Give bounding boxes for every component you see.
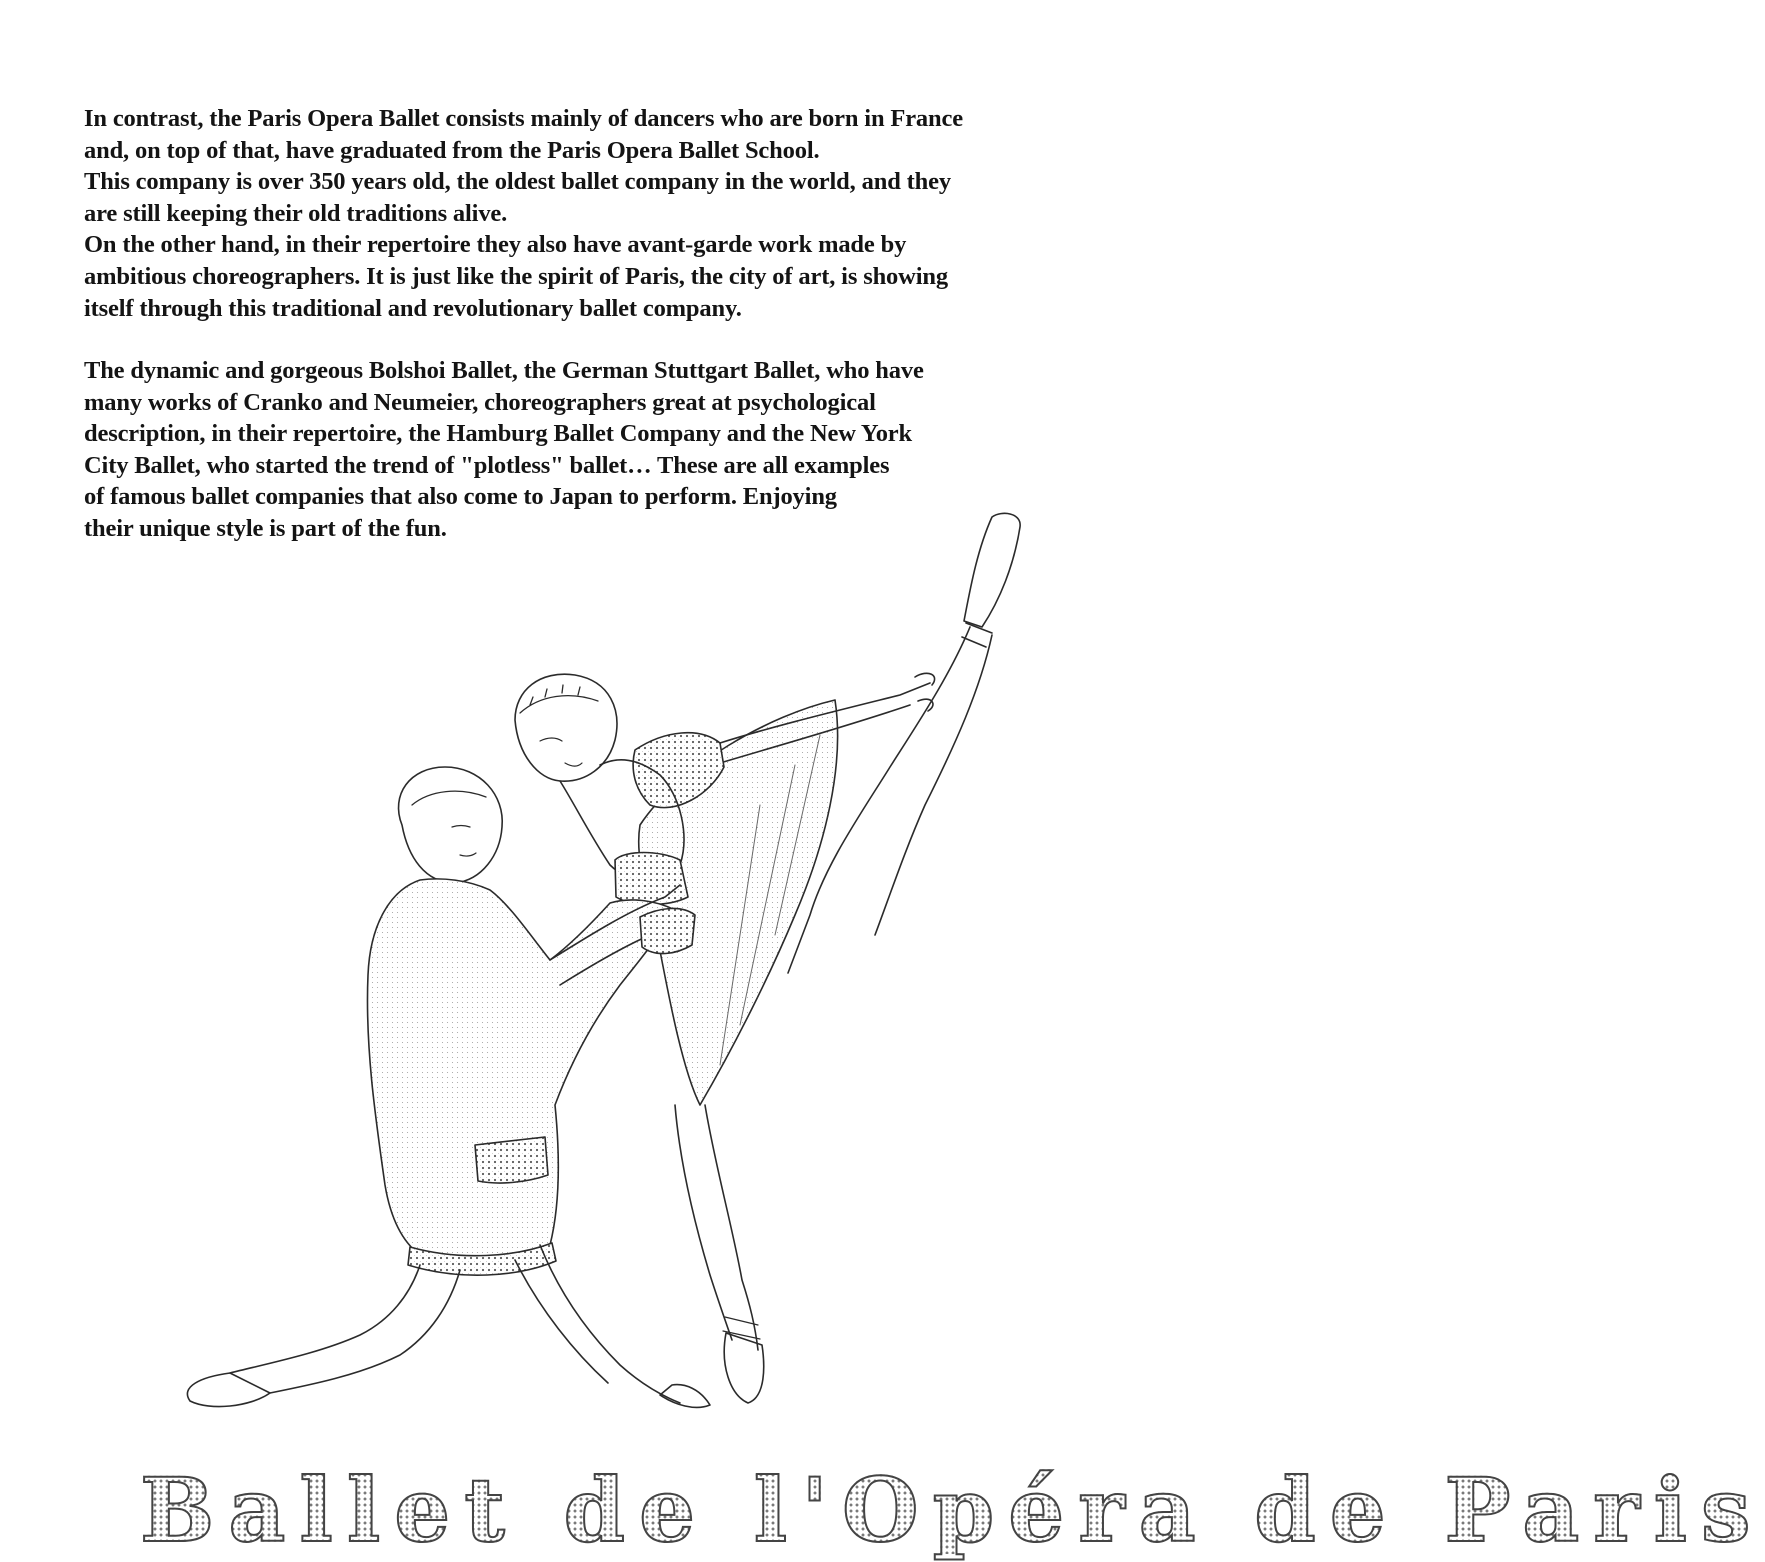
text-line: description, in their repertoire, the Hamburg Ballet Company and the New York (84, 420, 912, 448)
text-line: their unique style is part of the fun. (84, 514, 447, 542)
ballet-dancers-illustration (120, 505, 980, 1430)
supporting-pointe-shoe (724, 1333, 763, 1403)
text-line: of famous ballet companies that also come to Japan to perform. Enjoying (84, 483, 837, 511)
male-head (399, 767, 503, 883)
ballerina-head (515, 674, 617, 781)
text-line: itself through this traditional and revolutionary ballet company. (84, 294, 742, 322)
text-line: many works of Cranko and Neumeier, choreographers great at psychological (84, 388, 876, 416)
supporting-leg (675, 1105, 758, 1350)
text-line: ambitious choreographers. It is just like the spirit of Paris, the city of art, is showing (84, 262, 948, 290)
text-line: In contrast, the Paris Opera Ballet consists mainly of dancers who are born in France (84, 105, 963, 132)
text-line: are still keeping their old traditions alive. (84, 199, 508, 227)
title-banner (0, 1456, 1765, 1562)
male-shoe (187, 1373, 270, 1407)
jacket-pocket (475, 1137, 548, 1183)
text-line: City Ballet, who started the trend of "plotless" ballet… These are all examples (84, 451, 890, 479)
tiara (520, 685, 598, 713)
male-back-shoe (660, 1385, 710, 1408)
text-line: and, on top of that, have graduated from the Paris Opera Ballet School. (84, 136, 820, 164)
male-back-leg (515, 1245, 680, 1403)
banner-title: Ballet de l'Opéra de Paris (140, 1458, 1765, 1562)
male-front-leg (230, 1265, 460, 1393)
text-line: On the other hand, in their repertoire they also have avant-garde work made by (84, 231, 907, 259)
text-line: The dynamic and gorgeous Bolshoi Ballet, the German Stuttgart Ballet, who have (84, 357, 924, 384)
text-line: This company is over 350 years old, the oldest ballet company in the world, and they (84, 168, 951, 196)
paragraph-paris-opera (84, 103, 1094, 324)
male-jacket (367, 879, 675, 1260)
